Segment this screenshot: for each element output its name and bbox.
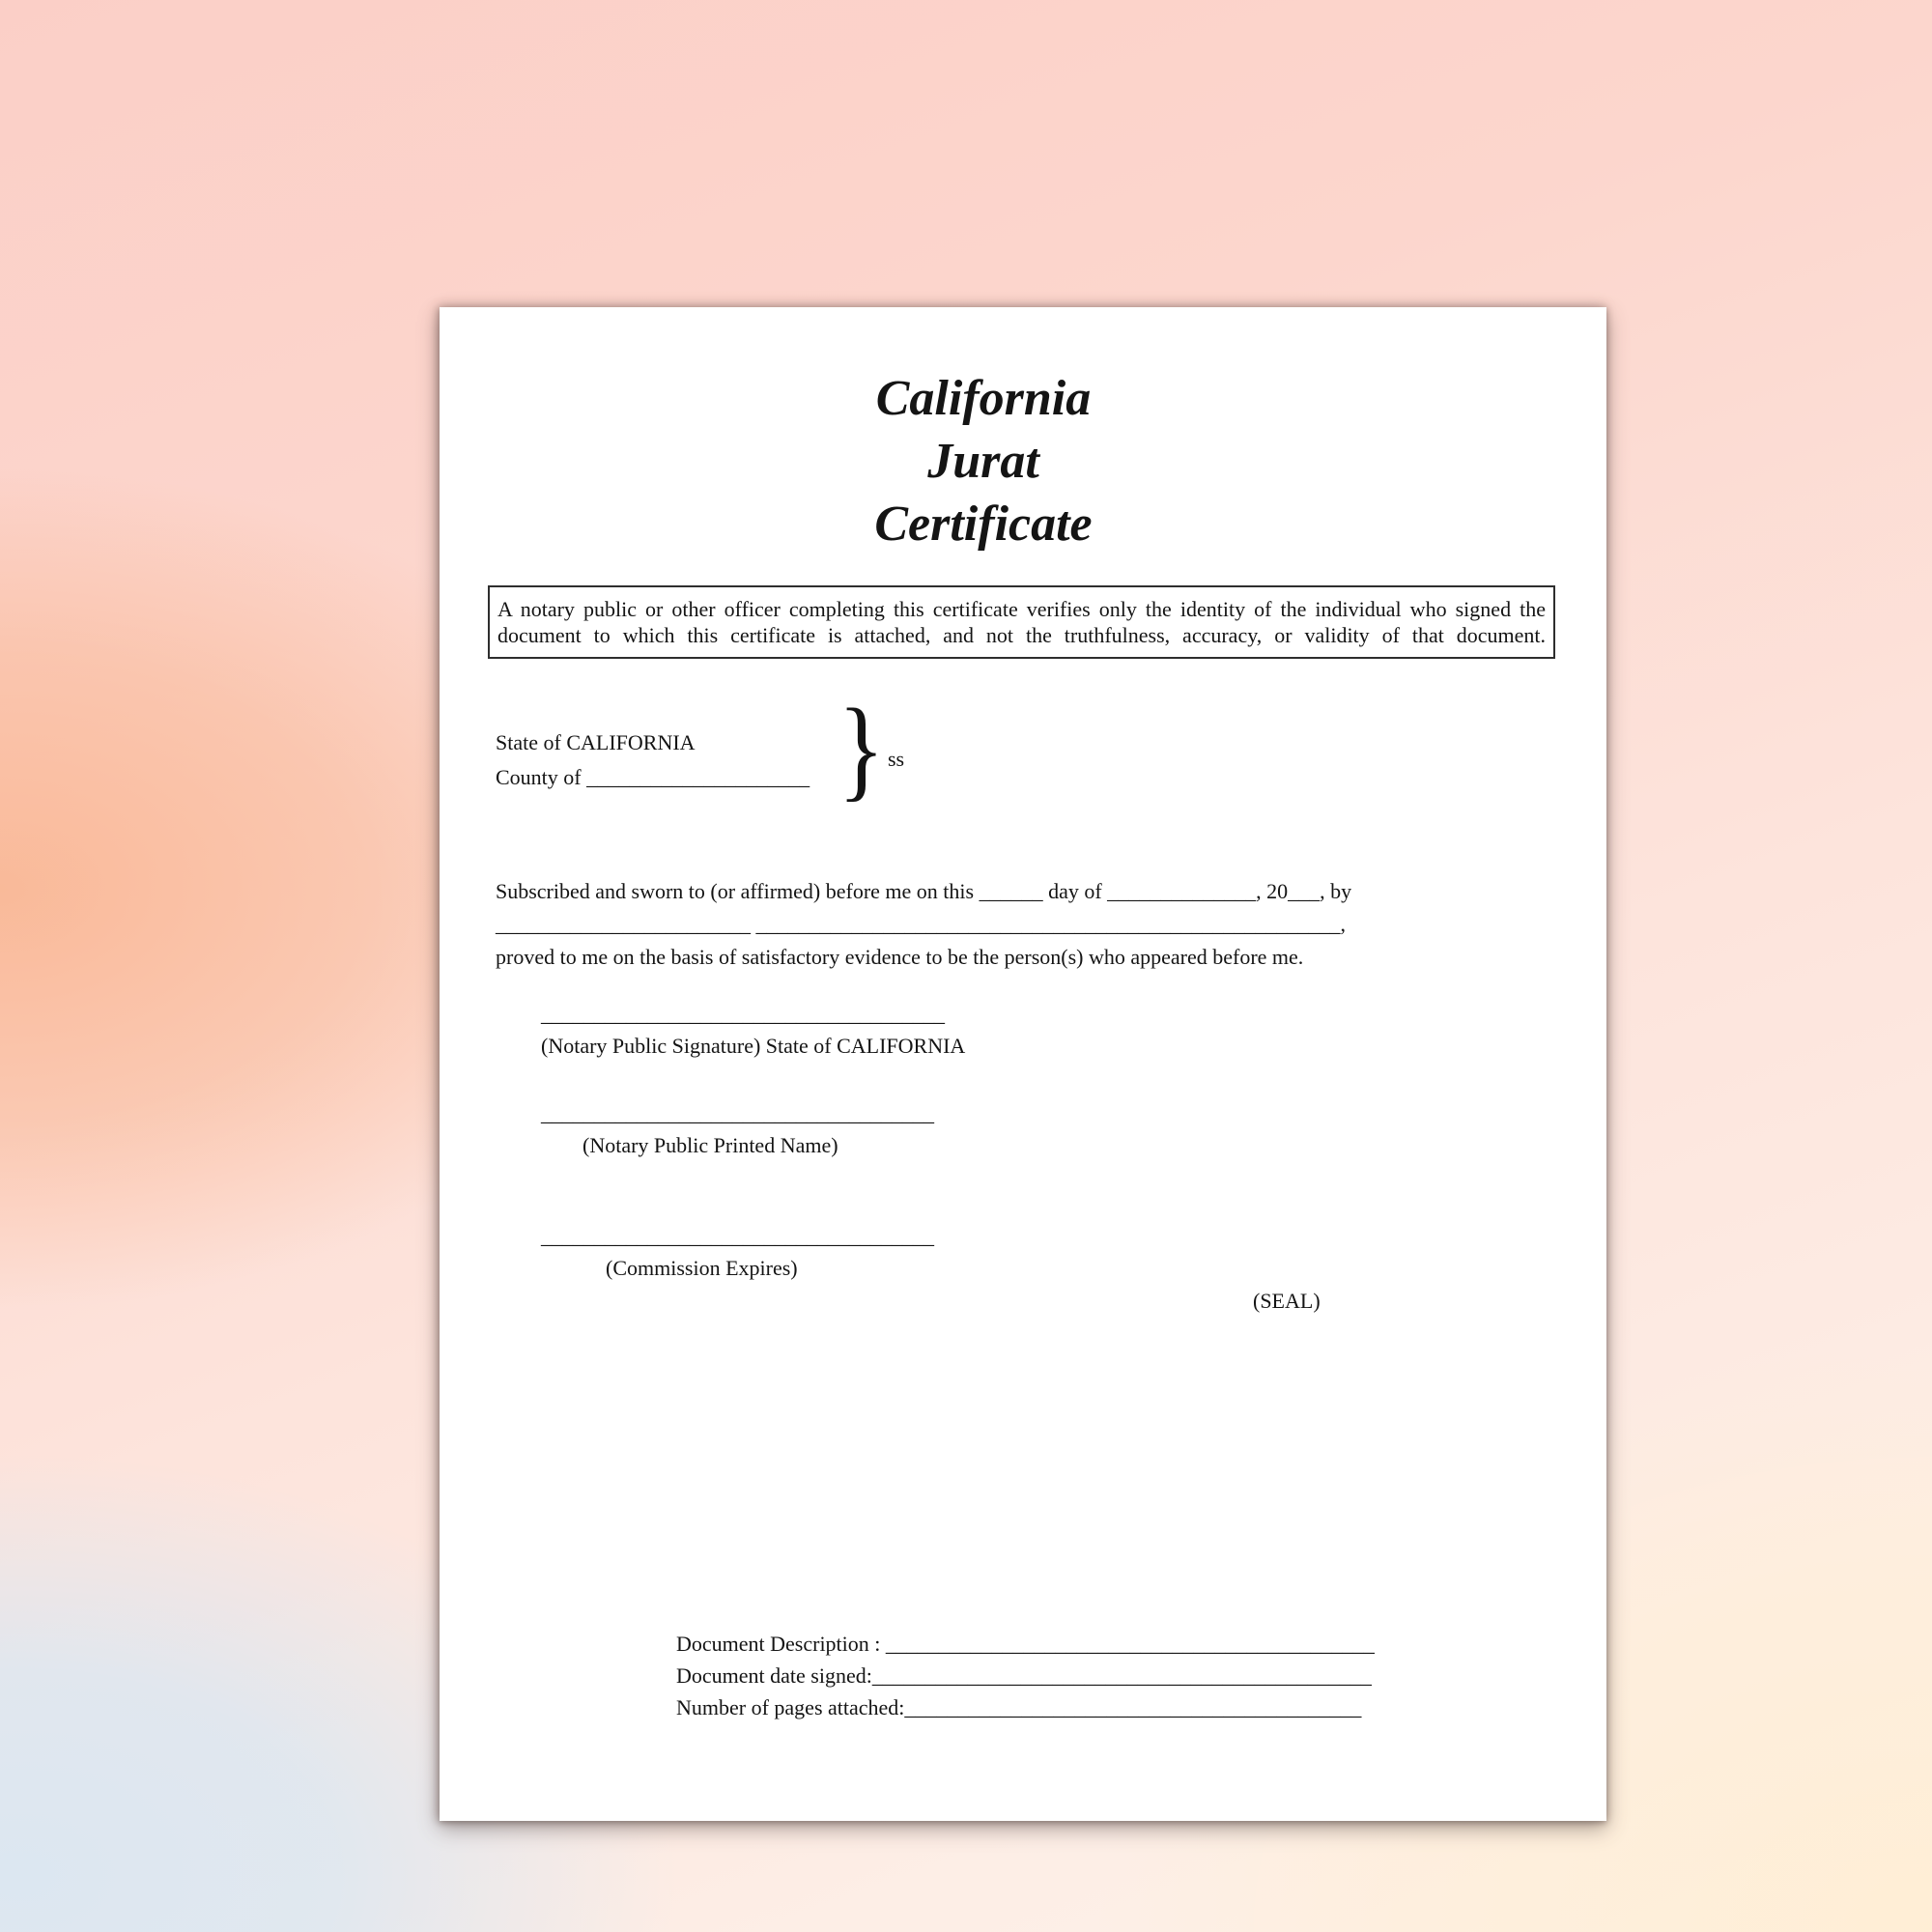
- document-description-blank: ______________________________________________: [885, 1632, 1375, 1656]
- venue-brace: }: [838, 685, 885, 811]
- statement-line-1: Subscribed and sworn to (or affirmed) before me on this ______ day of ______________, 20___, by: [496, 879, 1352, 903]
- document-description-row: [676, 1628, 1375, 1660]
- title-line-certificate: Certificate: [874, 497, 1093, 552]
- notary-printed-name-block: [541, 1097, 934, 1161]
- signature-caption: (Notary Public Signature) State of CALIFORNIA: [541, 1034, 966, 1058]
- commission-expires-block: [541, 1220, 934, 1284]
- commission-blank-line: _____________________________________: [541, 1224, 934, 1248]
- document-date-signed-label: Document date signed:: [676, 1663, 872, 1688]
- signature-blank-line: ______________________________________: [541, 1002, 945, 1026]
- commission-caption: (Commission Expires): [606, 1256, 798, 1280]
- jurat-certificate-page: [440, 307, 1606, 1821]
- printed-name-caption: (Notary Public Printed Name): [582, 1133, 838, 1157]
- county-line: County of _____________________: [496, 765, 810, 789]
- title-line-jurat: Jurat: [927, 434, 1039, 489]
- printed-name-blank-line: _____________________________________: [541, 1101, 934, 1125]
- statement-line-3: proved to me on the basis of satisfactory evidence to be the person(s) who appeared before me.: [496, 945, 1304, 969]
- title-line-california: California: [875, 371, 1092, 426]
- document-info-block: [676, 1628, 1375, 1723]
- venue-block: [496, 725, 810, 795]
- document-title: [440, 367, 1527, 555]
- notary-signature-block: [541, 998, 965, 1062]
- pages-attached-row: [676, 1691, 1375, 1723]
- document-date-signed-row: [676, 1660, 1375, 1691]
- pages-attached-blank: ___________________________________________: [904, 1695, 1362, 1719]
- state-line: State of CALIFORNIA: [496, 730, 696, 754]
- document-description-label: Document Description :: [676, 1632, 886, 1656]
- seal-label: (SEAL): [1253, 1289, 1321, 1313]
- statement-line-2: ________________________ _______________________________________________________,: [496, 912, 1346, 936]
- pages-attached-label: Number of pages attached:: [676, 1695, 905, 1719]
- document-date-signed-blank: _______________________________________________: [871, 1663, 1372, 1688]
- notary-disclaimer-box: A notary public or other officer completing this certificate verifies only the identity of the individual who signed the document to which this certificate is attached, and not the truthfulness, accuracy, or validity of that document.: [488, 585, 1555, 659]
- ss-label: ss: [888, 747, 905, 771]
- jurat-statement: [496, 875, 1577, 974]
